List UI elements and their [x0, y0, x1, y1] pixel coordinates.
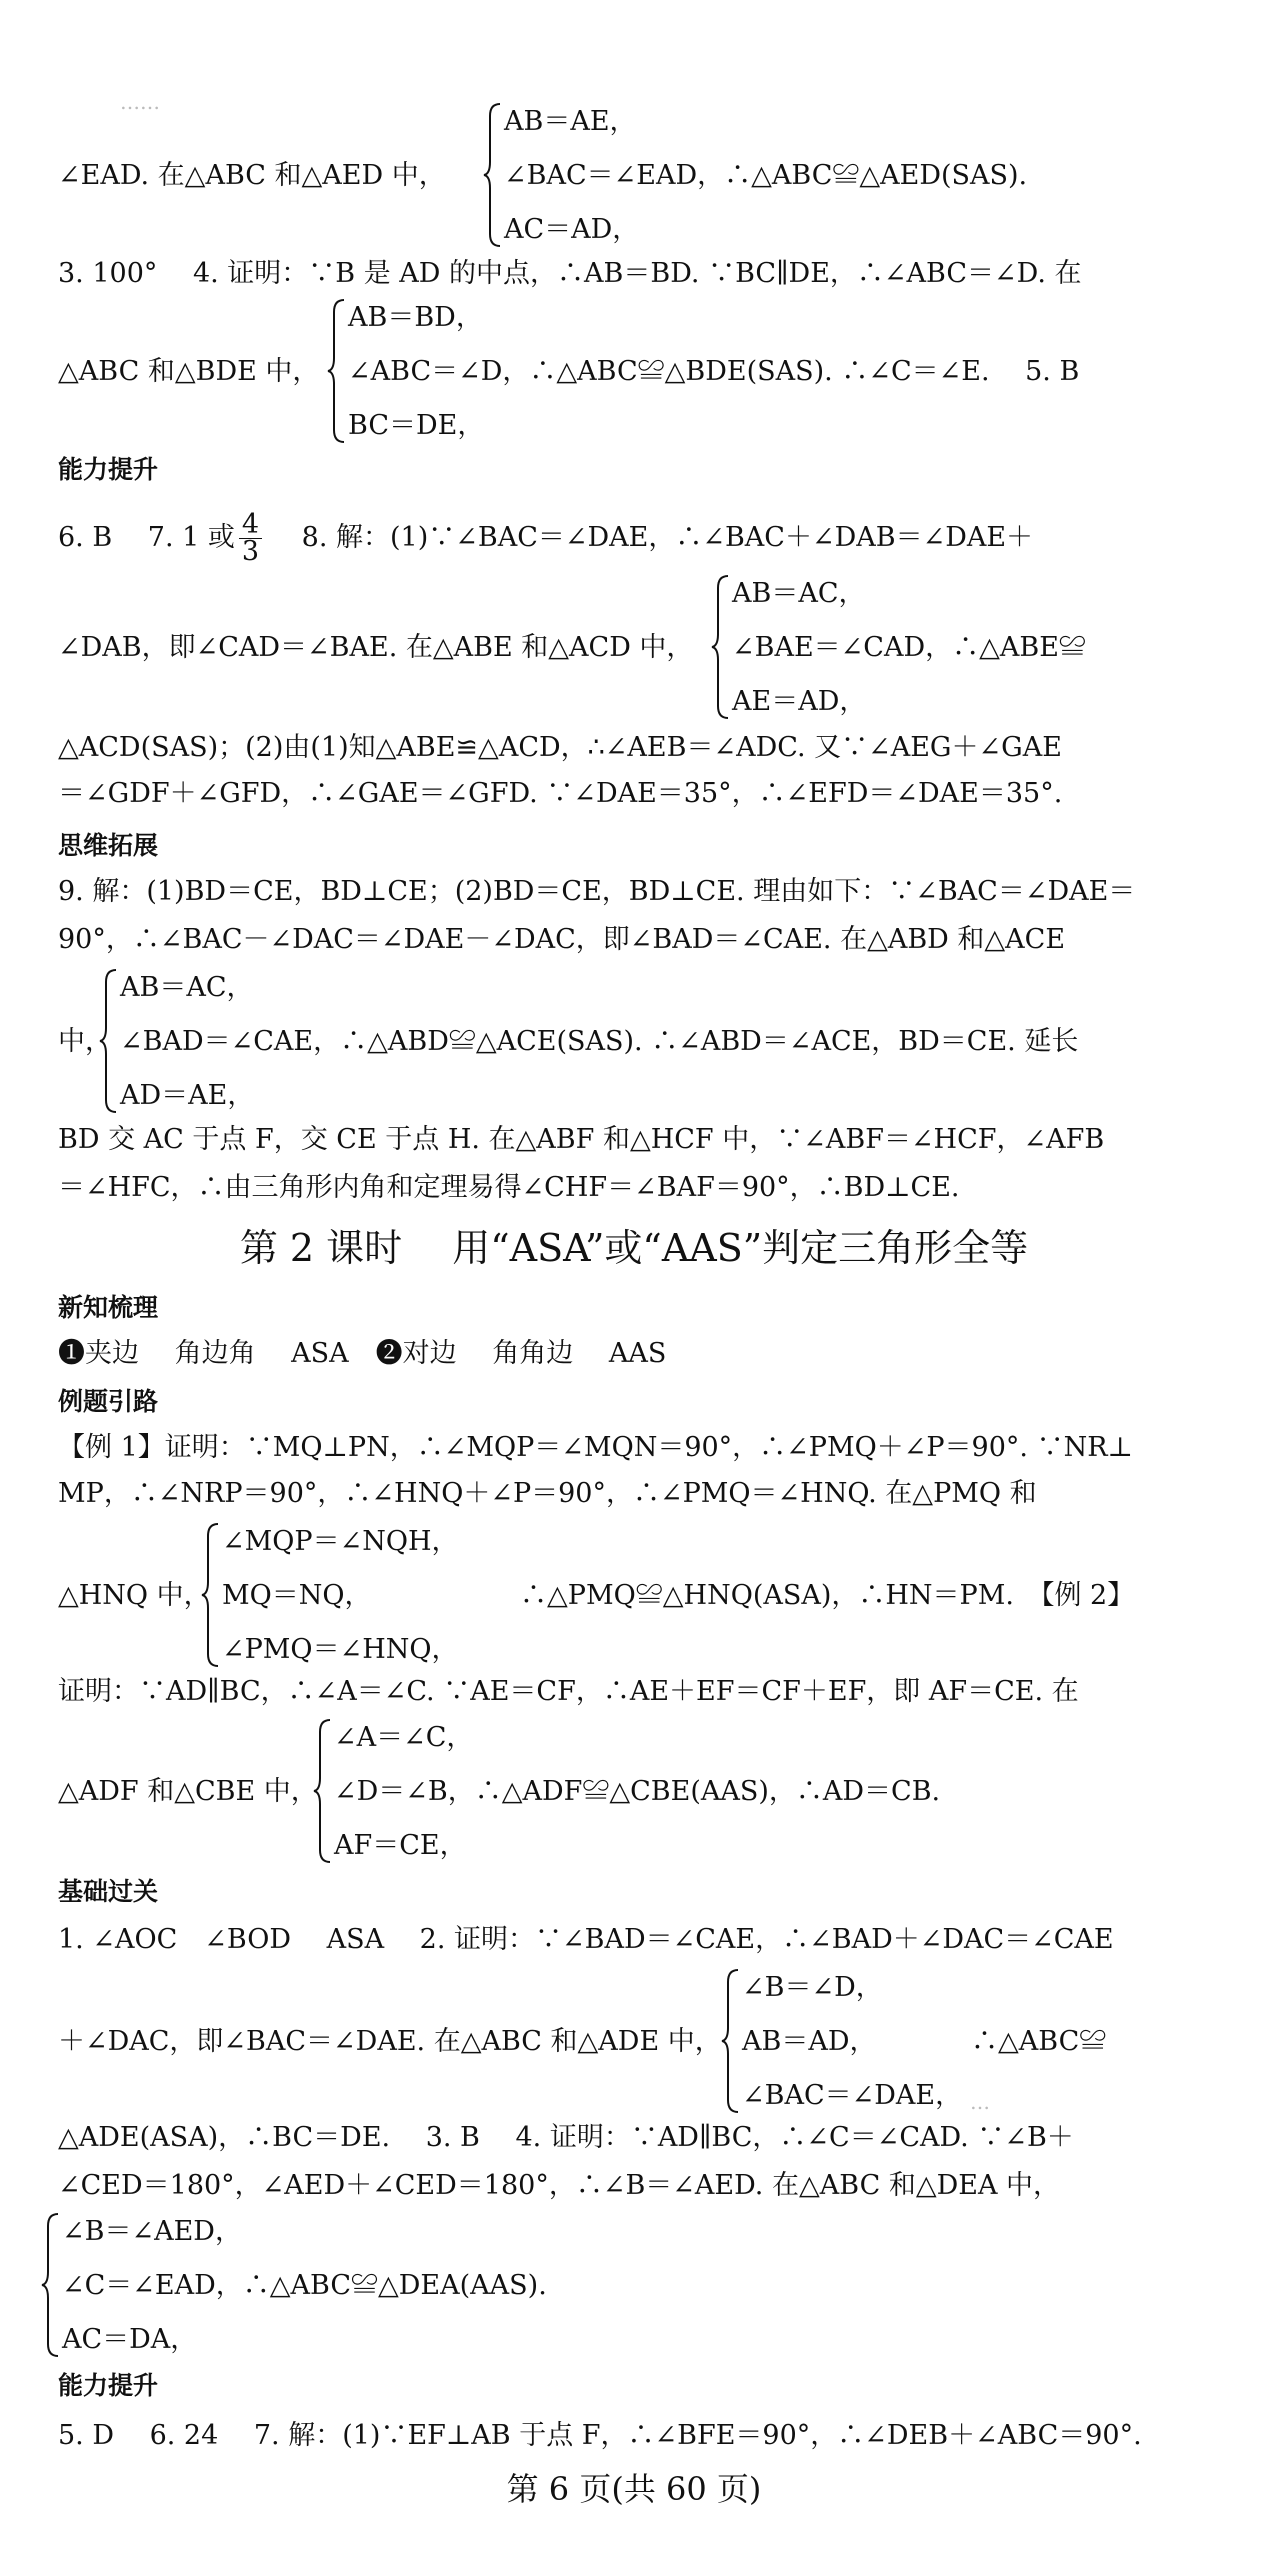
left-brace-icon [326, 296, 348, 446]
equation-row: ∠B＝∠D， [742, 1972, 883, 2003]
equation-row: BC＝DE， [348, 410, 485, 441]
text-line: △ADF 和△CBE 中， [58, 1776, 318, 1807]
text-line: △HNQ 中， [58, 1580, 211, 1611]
text-line: 9. 解：(1)BD＝CE，BD⊥CE；(2)BD＝CE，BD⊥CE. 理由如下：∵∠BAC＝∠DAE＝ [58, 876, 1136, 907]
equation-row: ∠D＝∠B，∴△ADF≌△CBE(AAS)，∴AD＝CB. [334, 1776, 941, 1807]
equation-system [326, 296, 1226, 446]
lesson-title: 第 2 课时 用“ASA”或“AAS”判定三角形全等 [239, 1226, 1029, 1270]
equation-row: AB＝AD， ∴△ABC≌ [742, 2026, 1107, 2057]
equation-row: ∠BAD＝∠CAE，∴△ABD≌△ACE(SAS). ∴∠ABD＝∠ACE，BD＝CE. 延长 [120, 1026, 1079, 1057]
equation-row: ∠PMQ＝∠HNQ， [222, 1634, 459, 1665]
text-line: △ABC 和△BDE 中， [58, 356, 320, 387]
equation-row: ∠MQP＝∠NQH， [222, 1526, 459, 1557]
equation-row: AE＝AD， [732, 686, 867, 717]
equation-row: ∠BAE＝∠CAD，∴△ABE≌ [732, 632, 1086, 663]
text-line: BD 交 AC 于点 F，交 CE 于点 H. 在△ABF 和△HCF 中，∵∠ABF＝∠HCF，∠AFB [58, 1124, 1105, 1155]
scan-noise: … [970, 2090, 990, 2114]
page-footer: 第 6 页(共 60 页) [506, 2470, 762, 2508]
equation-row: AB＝AC， [120, 972, 254, 1003]
section-heading: 基础过关 [58, 1877, 159, 1906]
equation-system [200, 1520, 1230, 1670]
text-line: ∠EAD. 在△ABC 和△AED 中， [58, 160, 446, 191]
fraction-denominator: 3 [241, 536, 260, 567]
left-brace-icon [482, 100, 504, 250]
section-heading: 新知梳理 [58, 1293, 159, 1322]
equation-row: AD＝AE， [120, 1080, 255, 1111]
text-line: △ACD(SAS)；(2)由(1)知△ABE≌△ACD，∴∠AEB＝∠ADC. 又∵∠AEG＋∠GAE [58, 732, 1062, 763]
text-line: 90°，∴∠BAC－∠DAC＝∠DAE－∠DAC，即∠BAD＝∠CAE. 在△ABD 和△ACE [58, 924, 1066, 955]
equation-system [710, 572, 1230, 722]
text-line: ∠CED＝180°，∠AED＋∠CED＝180°，∴∠B＝∠AED. 在△ABC 和△DEA 中， [58, 2170, 1061, 2201]
text-line [58, 509, 1034, 567]
text-line: 5. D 6. 24 7. 解：(1)∵EF⊥AB 于点 F，∴∠BFE＝90°，∴∠DEB＋∠ABC＝90°. [58, 2420, 1142, 2451]
equation-system [312, 1716, 1212, 1866]
equation-row: ∠ABC＝∠D，∴△ABC≌△BDE(SAS). ∴∠C＝∠E. 5. B [348, 356, 1080, 387]
section-heading: 例题引路 [58, 1387, 159, 1416]
equation-row: ∠A＝∠C， [334, 1722, 474, 1753]
equation-row: ∠B＝∠AED， [62, 2216, 242, 2247]
equation-row: ∠BAC＝∠DAE， [742, 2080, 963, 2111]
scan-noise: …… [120, 90, 160, 114]
section-heading: 能力提升 [58, 2371, 159, 2400]
equation-row: AB＝AE， [504, 106, 637, 137]
equation-row: AC＝AD， [504, 214, 640, 245]
left-brace-icon [40, 2210, 62, 2360]
equation-row: MQ＝NQ， ∴△PMQ≌△HNQ(ASA)，∴HN＝PM. 【例 2】 [222, 1580, 1135, 1611]
text-segment: 6. B 7. 1 或 [58, 522, 235, 553]
left-brace-icon [98, 966, 120, 1116]
text-line: 证明：∵AD∥BC，∴∠A＝∠C. ∵AE＝CF，∴AE＋EF＝CF＋EF，即 AF＝CE. 在 [58, 1676, 1079, 1707]
text-line: 3. 100° 4. 证明：∵B 是 AD 的中点，∴AB＝BD. ∵BC∥DE，∴∠ABC＝∠D. 在 [58, 258, 1082, 289]
text-segment: 8. 解：(1)∵∠BAC＝∠DAE，∴∠BAC＋∠DAB＝∠DAE＋ [266, 522, 1034, 553]
left-brace-icon [710, 572, 732, 722]
equation-system [40, 2210, 940, 2360]
section-heading: 能力提升 [58, 455, 159, 484]
equation-row: AC＝DA， [62, 2324, 198, 2355]
section-heading: 思维拓展 [58, 831, 159, 860]
text-line: △ADE(ASA)，∴BC＝DE. 3. B 4. 证明：∵AD∥BC，∴∠C＝∠CAD. ∵∠B＋ [58, 2122, 1074, 2153]
text-line: ❶夹边 角边角 ASA ❷对边 角角边 AAS [58, 1338, 667, 1369]
text-line: 【例 1】证明：∵MQ⊥PN，∴∠MQP＝∠MQN＝90°，∴∠PMQ＋∠P＝90°. ∵NR⊥ [58, 1432, 1133, 1463]
left-brace-icon [200, 1520, 222, 1670]
equation-system [98, 966, 1228, 1116]
equation-row: AF＝CE， [334, 1830, 467, 1861]
left-brace-icon [720, 1966, 742, 2116]
left-brace-icon [312, 1716, 334, 1866]
equation-system [482, 100, 1122, 250]
fraction [239, 509, 262, 567]
equation-row: ∠BAC＝∠EAD，∴△ABC≌△AED(SAS). [504, 160, 1028, 191]
text-line: 中， [58, 1026, 112, 1057]
equation-system [720, 1966, 1220, 2116]
equation-row: ∠C＝∠EAD，∴△ABC≌△DEA(AAS). [62, 2270, 547, 2301]
text-line: 1. ∠AOC ∠BOD ASA 2. 证明：∵∠BAD＝∠CAE，∴∠BAD＋∠DAC＝∠CAE [58, 1924, 1114, 1955]
text-line: ＝∠GDF＋∠GFD，∴∠GAE＝∠GFD. ∵∠DAE＝35°，∴∠EFD＝∠DAE＝35°. [58, 778, 1063, 809]
text-line: ＋∠DAC，即∠BAC＝∠DAE. 在△ABC 和△ADE 中， [58, 2026, 722, 2057]
text-line: MP，∴∠NRP＝90°，∴∠HNQ＋∠P＝90°，∴∠PMQ＝∠HNQ. 在△PMQ 和 [58, 1478, 1037, 1509]
equation-row: AB＝BD， [348, 302, 483, 333]
text-line: ＝∠HFC，∴由三角形内角和定理易得∠CHF＝∠BAF＝90°，∴BD⊥CE. [58, 1172, 960, 1203]
fraction-numerator: 4 [239, 512, 262, 539]
text-line: ∠DAB，即∠CAD＝∠BAE. 在△ABE 和△ACD 中， [58, 632, 694, 663]
equation-row: AB＝AC， [732, 578, 866, 609]
